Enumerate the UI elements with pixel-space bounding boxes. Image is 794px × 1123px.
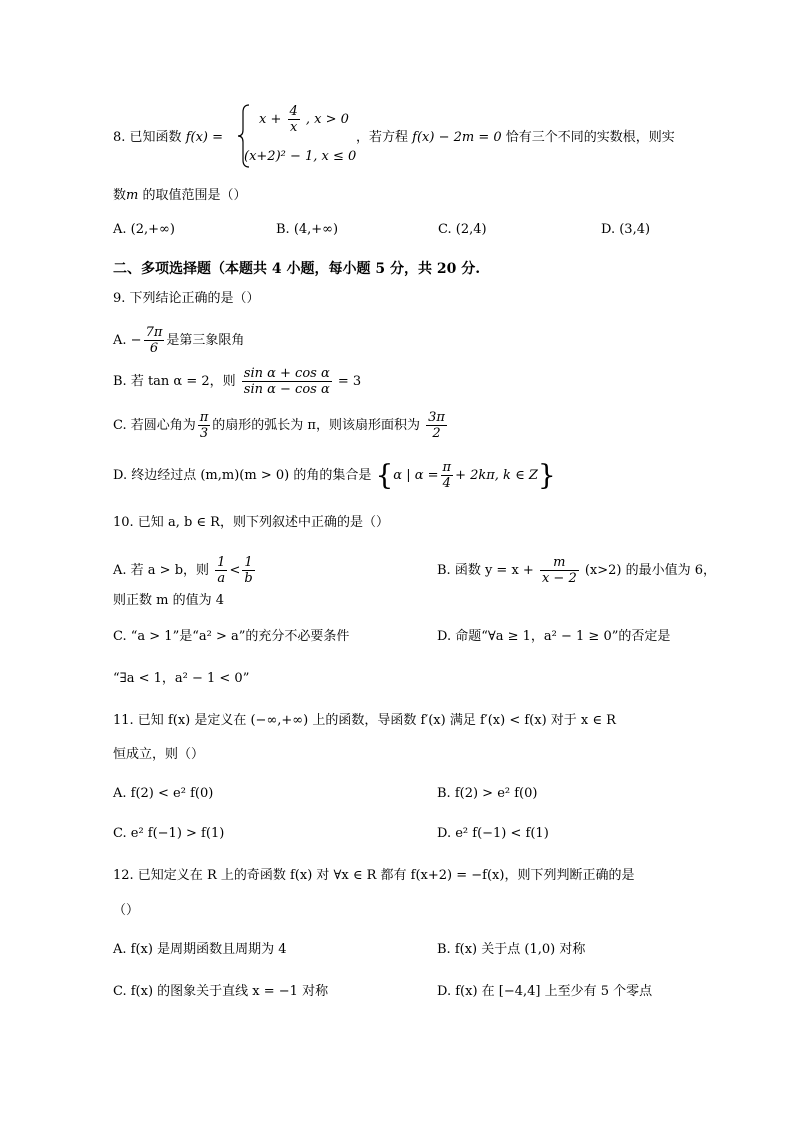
left-curly-brace-icon: { <box>375 458 394 492</box>
q8-lead-text: 8. 已知函数 <box>113 130 182 145</box>
q10-a-den2: b <box>244 571 253 586</box>
q9-c-mid: 的扇形的弧长为 π，则该扇形面积为 <box>212 418 420 433</box>
q11-option-c: C. e² f(−1) > f(1) <box>113 826 225 841</box>
q9-c-den2: 2 <box>426 425 447 441</box>
q10-a-num2: 1 <box>244 555 253 570</box>
q10-b-num: m <box>553 555 566 570</box>
q10-a-fraction-1 <box>215 555 227 586</box>
q9-c-pre: C. 若圆心角为 <box>113 418 196 433</box>
q8-option-b: B. (4,+∞) <box>276 222 339 237</box>
q11-stem: 11. 已知 f(x) 是定义在 (−∞,+∞) 上的函数，导函数 f′(x) 满足 f′(x) < f(x) 对于 x ∈ R <box>113 713 616 728</box>
q9-a-fraction <box>144 325 165 356</box>
q12-option-c: C. f(x) 的图象关于直线 x = −1 对称 <box>113 984 329 999</box>
q10-option-d: D. 命题“∀a ≥ 1，a² − 1 ≥ 0”的否定是 <box>437 629 671 644</box>
q9-option-b <box>113 366 361 397</box>
q8-line-2 <box>113 187 247 205</box>
q8-option-c: C. (2,4) <box>438 222 487 237</box>
q10-a-fraction-2 <box>242 555 254 586</box>
q8-continuation <box>356 129 675 147</box>
q9-a-text: 是第三象限角 <box>166 333 245 348</box>
q12-stem: 12. 已知定义在 R 上的奇函数 f(x) 对 ∀x ∈ R 都有 f(x+2) = −f(x)，则下列判断正确的是 <box>113 868 635 883</box>
q8-case1-num: 4 <box>289 104 298 119</box>
q10-option-a <box>113 555 257 586</box>
q9-b-den: sin α − cos α <box>243 382 330 397</box>
q8-line2-a: 数 <box>113 188 127 203</box>
q8-line2-b: 的取值范围是（） <box>142 188 247 203</box>
q9-d-den: 4 <box>441 475 454 491</box>
q10-option-d-cont: “∃a < 1，a² − 1 < 0” <box>113 671 250 686</box>
q9-c-fraction-1 <box>198 410 211 441</box>
q9-b-pre: B. 若 tan α = 2，则 <box>113 374 236 389</box>
q10-a-pre: A. 若 a > b，则 <box>113 563 210 578</box>
q8-equation: f(x) − 2m = 0 <box>412 130 502 145</box>
q9-a-sign: − <box>130 333 142 348</box>
q9-d-num: π <box>442 460 452 475</box>
q11-option-b: B. f(2) > e² f(0) <box>437 786 538 801</box>
q12-option-d: D. f(x) 在 [−4,4] 上至少有 5 个零点 <box>437 984 653 999</box>
q8-cont2: 恰有三个不同的实数根，则实 <box>505 130 675 145</box>
q9-option-a <box>113 325 244 356</box>
q11-option-d: D. e² f(−1) < f(1) <box>437 826 549 841</box>
q10-a-lt: < <box>229 563 241 578</box>
q8-case2-text: (x+2)² − 1, x ≤ 0 <box>244 149 357 164</box>
q8-case1-fraction <box>288 104 300 135</box>
q8-line2-m: m <box>126 188 139 203</box>
q10-option-b-cont: 则正数 m 的值为 4 <box>113 593 224 608</box>
q11-option-a: A. f(2) < e² f(0) <box>113 786 214 801</box>
section-heading: 二、多项选择题（本题共 4 小题，每小题 5 分，共 20 分. <box>113 261 481 277</box>
q9-d-set-a: α | α = <box>393 468 439 483</box>
q8-lead <box>113 129 223 147</box>
q9-a-den: 6 <box>144 340 165 356</box>
q9-c-fraction-2 <box>426 410 447 441</box>
q10-stem: 10. 已知 a, b ∈ R，则下列叙述中正确的是（） <box>113 515 389 530</box>
q9-stem: 9. 下列结论正确的是（） <box>113 291 260 306</box>
q9-c-den1: 3 <box>198 425 211 441</box>
q9-d-fraction <box>441 460 454 491</box>
q11-stem-cont: 恒成立，则（） <box>113 747 205 762</box>
q9-b-post: = 3 <box>337 374 362 389</box>
q9-option-d <box>113 460 556 491</box>
q10-b-fraction <box>540 555 579 586</box>
q9-d-pre: D. 终边经过点 (m,m)(m > 0) 的角的集合是 <box>113 468 372 483</box>
q8-case1-cond: , x > 0 <box>305 112 349 127</box>
q8-option-a: A. (2,+∞) <box>113 222 175 237</box>
q10-b-pre: B. 函数 y = x + <box>437 563 534 578</box>
q9-c-num2: 3π <box>428 410 445 425</box>
q10-b-den: x − 2 <box>541 571 577 586</box>
q8-function: f(x) = <box>185 130 223 145</box>
q9-d-set-b: + 2kπ, k ∈ Z <box>455 468 538 483</box>
q8-case1-den: x <box>288 119 300 135</box>
q9-b-fraction <box>242 366 332 397</box>
q12-option-a: A. f(x) 是周期函数且周期为 4 <box>113 942 287 957</box>
q9-c-num1: π <box>199 410 209 425</box>
q8-option-d: D. (3,4) <box>601 222 651 237</box>
q12-option-b: B. f(x) 关于点 (1,0) 对称 <box>437 942 586 957</box>
q8-case-2 <box>244 149 356 164</box>
q10-a-num1: 1 <box>217 555 226 570</box>
q9-b-num: sin α + cos α <box>243 366 330 381</box>
q8-cont1: ，若方程 <box>356 130 409 145</box>
q8-case1-x: x + <box>259 112 282 127</box>
q10-option-c: C. “a > 1”是“a² > a”的充分不必要条件 <box>113 629 350 644</box>
q12-stem-cont: （） <box>113 903 140 918</box>
q10-b-post: (x>2) 的最小值为 6， <box>584 563 717 578</box>
q10-a-den1: a <box>215 570 227 586</box>
q9-a-num: 7π <box>145 325 163 340</box>
q10-option-b <box>437 555 716 586</box>
q9-option-c <box>113 410 449 441</box>
q9-a-label: A. <box>113 333 127 348</box>
q8-case-1 <box>259 104 349 135</box>
right-curly-brace-icon: } <box>537 458 556 492</box>
